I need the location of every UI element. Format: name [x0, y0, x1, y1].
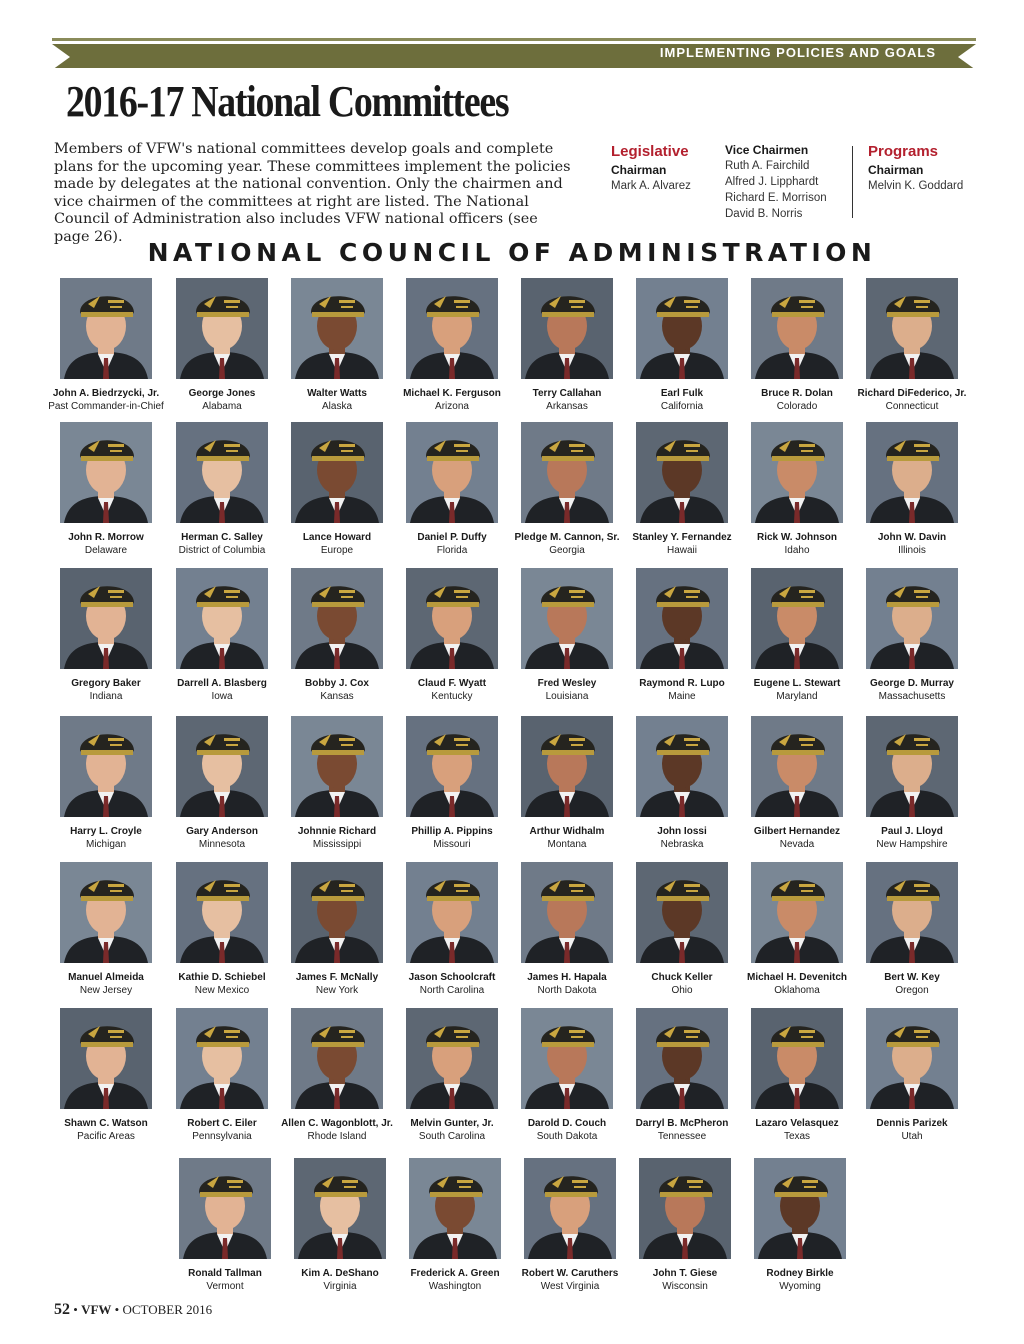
banner-text: IMPLEMENTING POLICIES AND GOALS [659, 45, 936, 60]
member-state: Wisconsin [662, 1281, 708, 1292]
member-name: Melvin Gunter, Jr. [410, 1118, 494, 1129]
member-photo [406, 862, 498, 963]
member-state: South Dakota [536, 1131, 598, 1142]
member-state: Texas [783, 1131, 811, 1142]
member-name: Johnnie Richard [297, 826, 377, 837]
footer-separator: • [73, 1302, 82, 1317]
member-photo [60, 422, 152, 523]
legislative-role: Chairman [611, 163, 667, 177]
member-photo [751, 1008, 843, 1109]
member-photo [866, 568, 958, 669]
portrait-illustration [754, 1158, 846, 1259]
member-caption [739, 387, 855, 413]
member-state: New Hampshire [876, 839, 948, 850]
member-name: Darold D. Couch [527, 1118, 607, 1129]
member-name: Dennis Parizek [876, 1118, 948, 1129]
member-caption [397, 1267, 513, 1293]
member-name: Chuck Keller [651, 972, 713, 983]
portrait-illustration [291, 862, 383, 963]
legislative-title: Legislative [611, 143, 689, 160]
programs-chairman: Melvin K. Goddard [868, 180, 964, 192]
member-name: John R. Morrow [68, 532, 144, 543]
member-caption [167, 1267, 283, 1293]
member-photo [524, 1158, 616, 1259]
member-name: Lance Howard [302, 532, 372, 543]
member-caption [48, 677, 164, 703]
portrait-illustration [406, 716, 498, 817]
legislative-chairman: Mark A. Alvarez [611, 180, 691, 192]
member-state: Illinois [898, 545, 926, 556]
member-state: West Virginia [540, 1281, 600, 1292]
member-caption [509, 1117, 625, 1143]
member-state: New York [315, 985, 359, 996]
member-state: Oklahoma [774, 985, 820, 996]
member-name: Darrell A. Blasberg [177, 678, 267, 689]
member-caption [739, 825, 855, 851]
member-caption [164, 1117, 280, 1143]
portrait-illustration [409, 1158, 501, 1259]
member-name: John W. Davin [877, 532, 947, 543]
member-state: Idaho [784, 545, 810, 556]
member-photo [176, 862, 268, 963]
vice-chairman: David B. Norris [725, 208, 803, 220]
member-state: Maryland [776, 691, 818, 702]
member-state: Delaware [84, 545, 128, 556]
portrait-illustration [751, 716, 843, 817]
member-name: Claud F. Wyatt [417, 678, 487, 689]
member-caption [48, 971, 164, 997]
member-caption [164, 677, 280, 703]
member-state: Indiana [89, 691, 123, 702]
member-photo [291, 568, 383, 669]
member-photo [406, 716, 498, 817]
member-name: Stanley Y. Fernandez [632, 532, 732, 543]
member-state: Hawaii [666, 545, 697, 556]
member-caption [512, 1267, 628, 1293]
portrait-illustration [176, 278, 268, 379]
member-photo [291, 422, 383, 523]
member-state: Missouri [433, 839, 471, 850]
member-state: North Dakota [537, 985, 597, 996]
member-caption [739, 1117, 855, 1143]
portrait-illustration [291, 278, 383, 379]
member-photo [176, 422, 268, 523]
member-photo [636, 862, 728, 963]
member-name: Kathie D. Schiebel [178, 972, 266, 983]
member-name: Rodney Birkle [766, 1268, 834, 1279]
member-photo [176, 278, 268, 379]
member-name: Michael H. Devenitch [746, 972, 848, 983]
member-caption [48, 387, 164, 413]
vice-chairman: Ruth A. Fairchild [725, 160, 810, 172]
member-photo [751, 568, 843, 669]
member-caption [394, 387, 510, 413]
member-state: Louisiana [545, 691, 589, 702]
page-number: 52 [54, 1301, 70, 1318]
member-caption [509, 387, 625, 413]
member-photo [636, 716, 728, 817]
member-name: Ronald Tallman [188, 1268, 262, 1279]
portrait-illustration [521, 862, 613, 963]
portrait-illustration [521, 278, 613, 379]
page-footer [54, 1301, 212, 1319]
member-photo [751, 278, 843, 379]
member-photo [866, 278, 958, 379]
member-name: Eugene L. Stewart [753, 678, 841, 689]
member-name: Lazaro Velasquez [755, 1118, 839, 1129]
intro-paragraph: Members of VFW's national committees develop goals and complete plans for the upcoming year. These committees implement the policies made by delegates at the national convention. Only the chairmen and vice chairmen of the committees at right are listed. The National Council of Administration also includes VFW national officers (see page 26). [54, 141, 571, 245]
member-caption [279, 387, 395, 413]
member-state: Alabama [202, 401, 242, 412]
member-caption [48, 825, 164, 851]
member-state: Tennessee [657, 1131, 707, 1142]
member-caption [509, 825, 625, 851]
member-state: Nebraska [660, 839, 704, 850]
member-state: Wyoming [779, 1281, 821, 1292]
portrait-illustration [751, 568, 843, 669]
member-caption [627, 1267, 743, 1293]
member-caption [394, 825, 510, 851]
member-caption [48, 1117, 164, 1143]
member-name: Terry Callahan [532, 388, 602, 399]
member-state: Ohio [671, 985, 693, 996]
portrait-illustration [751, 1008, 843, 1109]
member-name: Paul J. Lloyd [881, 826, 943, 837]
portrait-illustration [751, 862, 843, 963]
member-name: Gilbert Hernandez [753, 826, 841, 837]
member-name: Gregory Baker [71, 678, 141, 689]
member-photo [639, 1158, 731, 1259]
member-name: Raymond R. Lupo [639, 678, 725, 689]
member-name: Frederick A. Green [410, 1268, 500, 1279]
member-name: Daniel P. Duffy [417, 532, 487, 543]
member-caption [279, 971, 395, 997]
member-photo [176, 568, 268, 669]
member-state: California [660, 401, 704, 412]
member-photo [866, 862, 958, 963]
member-photo [521, 1008, 613, 1109]
member-state: Oregon [895, 985, 929, 996]
portrait-illustration [521, 568, 613, 669]
member-photo [636, 422, 728, 523]
member-name: John T. Giese [652, 1268, 718, 1279]
portrait-illustration [406, 1008, 498, 1109]
member-photo [636, 568, 728, 669]
member-photo [751, 716, 843, 817]
member-photo [866, 422, 958, 523]
portrait-illustration [60, 422, 152, 523]
portrait-illustration [521, 716, 613, 817]
member-state: Pacific Areas [77, 1131, 135, 1142]
member-name: Richard DiFederico, Jr. [857, 388, 967, 399]
member-photo [521, 422, 613, 523]
member-caption [624, 677, 740, 703]
member-photo [751, 862, 843, 963]
member-photo [294, 1158, 386, 1259]
member-photo [291, 1008, 383, 1109]
member-photo [866, 716, 958, 817]
member-caption [624, 387, 740, 413]
portrait-illustration [60, 568, 152, 669]
portrait-illustration [521, 1008, 613, 1109]
member-photo [521, 278, 613, 379]
portrait-illustration [291, 422, 383, 523]
member-caption [854, 677, 970, 703]
portrait-illustration [636, 278, 728, 379]
member-state: Mississippi [312, 839, 362, 850]
member-photo [60, 862, 152, 963]
portrait-illustration [176, 716, 268, 817]
portrait-illustration [176, 568, 268, 669]
member-caption [164, 531, 280, 557]
portrait-illustration [176, 1008, 268, 1109]
member-photo [176, 1008, 268, 1109]
member-state: Michigan [85, 839, 127, 850]
member-state: Arizona [435, 401, 469, 412]
page-title: 2016-17 National Committees [66, 77, 509, 126]
member-caption [279, 825, 395, 851]
member-state: Kansas [320, 691, 354, 702]
member-state: Maine [668, 691, 696, 702]
member-photo [521, 568, 613, 669]
member-photo [291, 278, 383, 379]
member-name: Pledge M. Cannon, Sr. [514, 532, 620, 543]
member-name: John Iossi [657, 826, 707, 837]
portrait-illustration [406, 862, 498, 963]
member-state: Washington [428, 1281, 482, 1292]
member-name: Fred Wesley [537, 678, 597, 689]
member-name: Allen C. Wagonblott, Jr. [281, 1118, 393, 1129]
member-name: Robert C. Eiler [187, 1118, 257, 1129]
member-caption [854, 387, 970, 413]
vice-chairman: Alfred J. Lipphardt [725, 176, 819, 188]
member-state: New Mexico [194, 985, 250, 996]
member-caption [394, 971, 510, 997]
member-state: Montana [547, 839, 587, 850]
member-name: Jason Schoolcraft [408, 972, 496, 983]
member-caption [48, 531, 164, 557]
member-state: Kentucky [431, 691, 473, 702]
member-state: Nevada [779, 839, 815, 850]
member-name: James H. Hapala [527, 972, 607, 983]
section-heading: NATIONAL COUNCIL OF ADMINISTRATION [147, 238, 877, 267]
member-photo [636, 1008, 728, 1109]
member-state: Arkansas [546, 401, 588, 412]
portrait-illustration [521, 422, 613, 523]
member-name: Shawn C. Watson [64, 1118, 148, 1129]
portrait-illustration [866, 1008, 958, 1109]
member-name: Walter Watts [307, 388, 367, 399]
member-caption [279, 531, 395, 557]
portrait-illustration [176, 422, 268, 523]
member-caption [624, 825, 740, 851]
member-state: Rhode Island [307, 1131, 367, 1142]
member-state: Colorado [776, 401, 818, 412]
member-state: New Jersey [79, 985, 133, 996]
portrait-illustration [291, 1008, 383, 1109]
portrait-illustration [60, 278, 152, 379]
member-photo [409, 1158, 501, 1259]
portrait-illustration [406, 568, 498, 669]
portrait-illustration [291, 716, 383, 817]
member-caption [279, 1117, 395, 1143]
portrait-illustration [751, 422, 843, 523]
member-state: Vermont [206, 1281, 244, 1292]
portrait-illustration [636, 862, 728, 963]
member-name: John A. Biedrzycki, Jr. [52, 388, 160, 399]
member-state: Past Commander-in-Chief [48, 401, 164, 412]
member-caption [164, 825, 280, 851]
member-photo [406, 422, 498, 523]
member-name: Harry L. Croyle [70, 826, 142, 837]
member-photo [754, 1158, 846, 1259]
footer-separator: • [114, 1302, 123, 1317]
member-name: Robert W. Caruthers [521, 1268, 619, 1279]
portrait-illustration [751, 278, 843, 379]
member-name: Manuel Almeida [68, 972, 144, 983]
portrait-illustration [179, 1158, 271, 1259]
member-state: Europe [320, 545, 354, 556]
member-name: Earl Fulk [660, 388, 704, 399]
member-caption [854, 1117, 970, 1143]
member-photo [521, 862, 613, 963]
portrait-illustration [294, 1158, 386, 1259]
member-photo [60, 568, 152, 669]
member-caption [394, 531, 510, 557]
member-caption [854, 971, 970, 997]
member-caption [742, 1267, 858, 1293]
member-photo [866, 1008, 958, 1109]
portrait-illustration [866, 568, 958, 669]
portrait-illustration [866, 278, 958, 379]
member-photo [521, 716, 613, 817]
member-name: Michael K. Ferguson [403, 388, 501, 399]
member-caption [394, 1117, 510, 1143]
member-state: Georgia [549, 545, 585, 556]
portrait-illustration [176, 862, 268, 963]
member-state: Minnesota [198, 839, 246, 850]
member-name: George Jones [188, 388, 256, 399]
member-caption [509, 531, 625, 557]
member-state: Pennsylvania [192, 1131, 252, 1142]
portrait-illustration [866, 716, 958, 817]
vice-role: Vice Chairmen [725, 143, 809, 157]
member-state: Alaska [321, 401, 352, 412]
member-name: Herman C. Salley [181, 532, 263, 543]
member-caption [394, 677, 510, 703]
member-state: Florida [436, 545, 468, 556]
member-photo [60, 278, 152, 379]
member-name: Bert W. Key [884, 972, 940, 983]
member-caption [509, 971, 625, 997]
member-state: South Carolina [418, 1131, 486, 1142]
member-caption [739, 677, 855, 703]
member-caption [164, 387, 280, 413]
member-photo [636, 278, 728, 379]
portrait-illustration [406, 422, 498, 523]
member-state: Iowa [211, 691, 233, 702]
member-caption [164, 971, 280, 997]
member-name: Bobby J. Cox [305, 678, 369, 689]
member-photo [60, 1008, 152, 1109]
member-state: North Carolina [419, 985, 485, 996]
member-caption [509, 677, 625, 703]
programs-role: Chairman [868, 163, 924, 177]
member-caption [624, 1117, 740, 1143]
member-caption [739, 971, 855, 997]
member-name: Darryl B. McPheron [635, 1118, 729, 1129]
member-state: Connecticut [885, 401, 939, 412]
member-name: Gary Anderson [186, 826, 258, 837]
member-caption [282, 1267, 398, 1293]
portrait-illustration [60, 716, 152, 817]
portrait-illustration [60, 1008, 152, 1109]
portrait-illustration [866, 422, 958, 523]
member-caption [279, 677, 395, 703]
member-photo [60, 716, 152, 817]
portrait-illustration [636, 716, 728, 817]
portrait-illustration [636, 422, 728, 523]
programs-title: Programs [868, 143, 939, 160]
portrait-illustration [60, 862, 152, 963]
member-name: Kim A. DeShano [301, 1268, 379, 1279]
member-state: District of Columbia [178, 545, 266, 556]
member-photo [291, 862, 383, 963]
portrait-illustration [406, 278, 498, 379]
member-photo [291, 716, 383, 817]
portrait-illustration [524, 1158, 616, 1259]
member-photo [406, 278, 498, 379]
member-state: Utah [901, 1131, 923, 1142]
portrait-illustration [291, 568, 383, 669]
magazine-name: VFW [81, 1302, 112, 1317]
member-photo [406, 568, 498, 669]
portrait-illustration [636, 1008, 728, 1109]
vice-chairman: Richard E. Morrison [725, 192, 827, 204]
member-caption [624, 971, 740, 997]
member-state: Massachusetts [878, 691, 946, 702]
member-photo [751, 422, 843, 523]
member-caption [739, 531, 855, 557]
member-photo [179, 1158, 271, 1259]
member-photo [406, 1008, 498, 1109]
member-name: Phillip A. Pippins [411, 826, 493, 837]
member-state: Virginia [323, 1281, 357, 1292]
member-name: Rick W. Johnson [756, 532, 837, 543]
portrait-illustration [636, 568, 728, 669]
member-name: James F. McNally [295, 972, 379, 983]
member-photo [176, 716, 268, 817]
member-caption [624, 531, 740, 557]
member-name: George D. Murray [870, 678, 954, 689]
member-name: Arthur Widhalm [529, 826, 605, 837]
member-caption [854, 531, 970, 557]
portrait-illustration [639, 1158, 731, 1259]
member-name: Bruce R. Dolan [761, 388, 833, 399]
portrait-illustration [866, 862, 958, 963]
member-caption [854, 825, 970, 851]
issue-date: OCTOBER 2016 [122, 1302, 213, 1317]
